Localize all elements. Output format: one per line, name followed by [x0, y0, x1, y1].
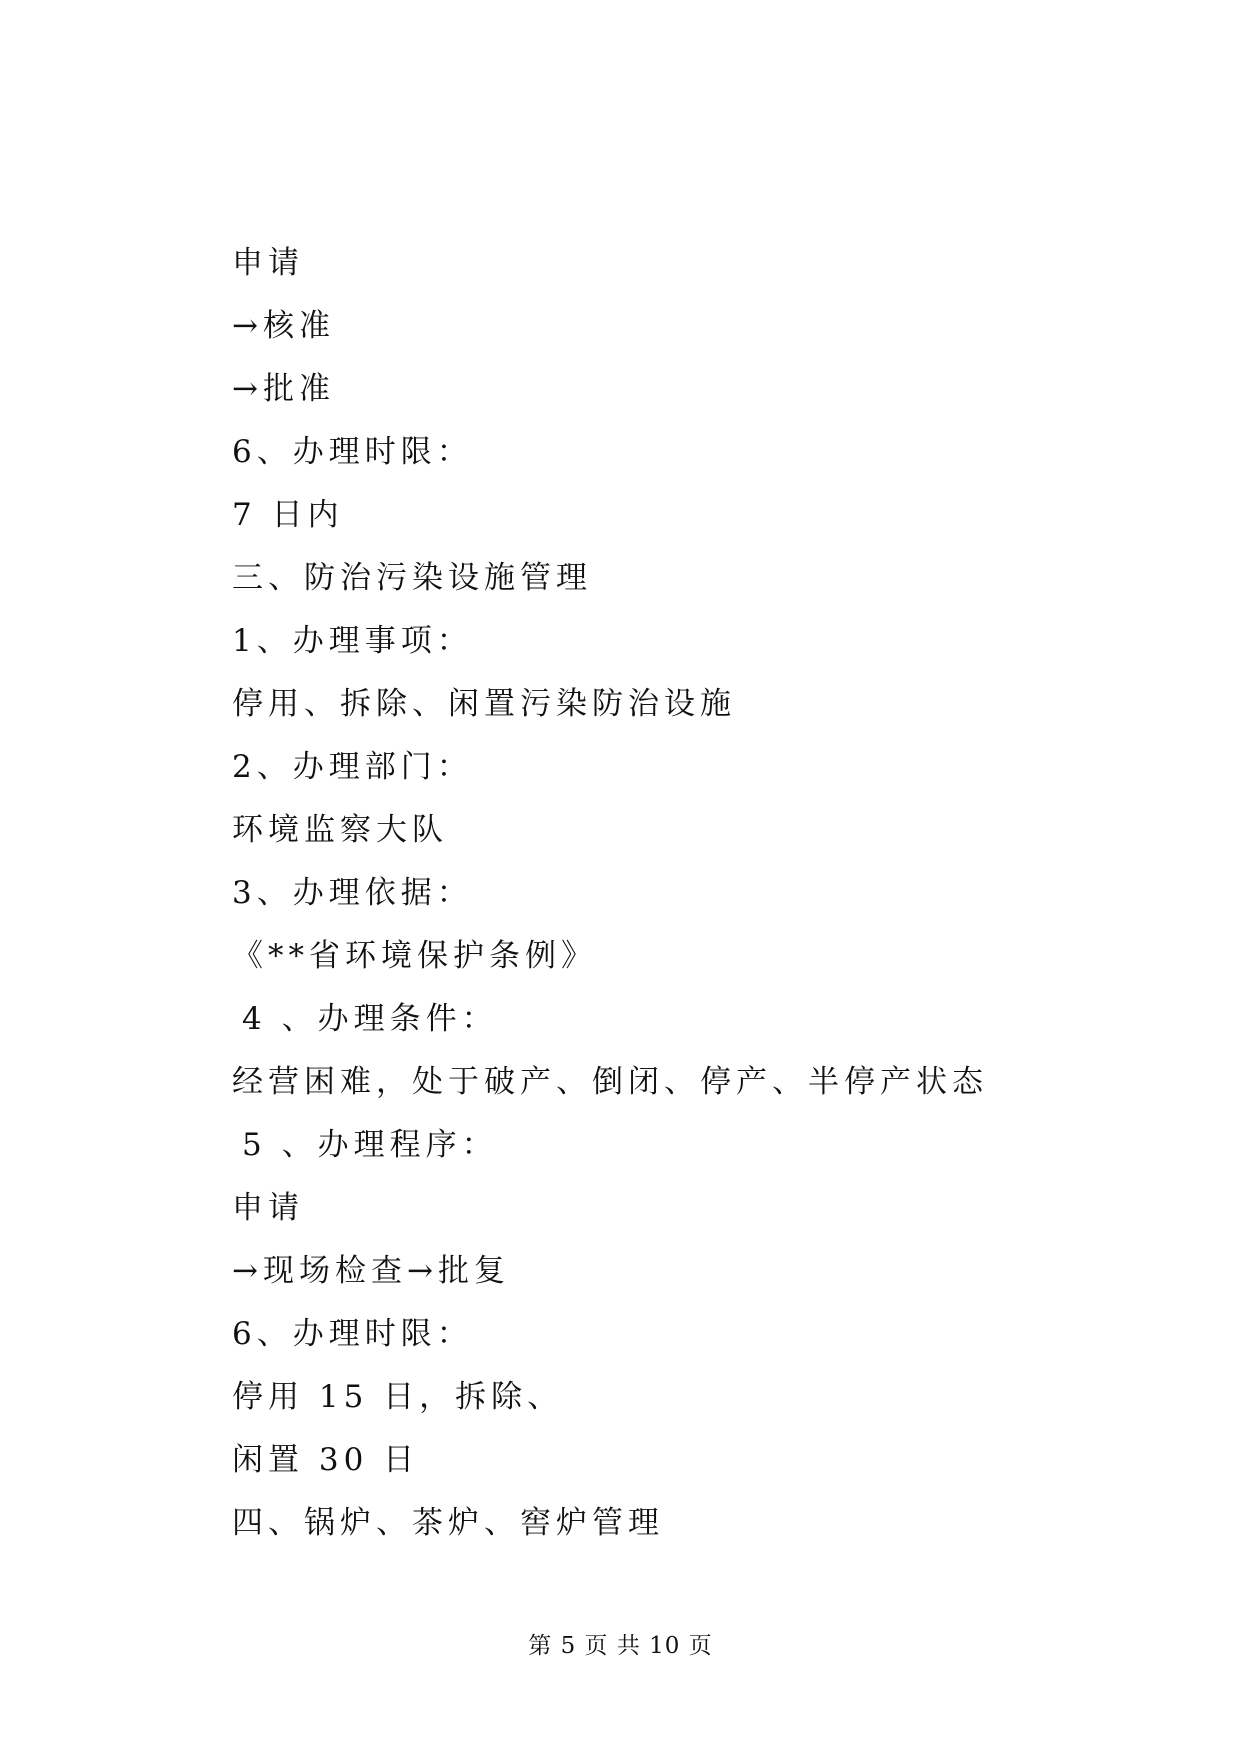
text-line: 停用 15 日，拆除、 — [232, 1379, 564, 1415]
text-line: 《**省环境保护条例》 — [232, 938, 597, 974]
text-line: 6、办理时限： — [232, 1316, 473, 1352]
text-line: 申请 — [232, 1190, 304, 1226]
text-line: 5 、办理程序： — [242, 1127, 498, 1163]
text-line: →批准 — [232, 371, 335, 407]
text-line: 停用、拆除、闲置污染防治设施 — [232, 686, 736, 722]
text-line: 3、办理依据： — [232, 875, 473, 911]
text-line: 闲置 30 日 — [232, 1442, 420, 1478]
section-heading: 三、防治污染设施管理 — [232, 560, 592, 596]
section-heading: 四、锅炉、茶炉、窖炉管理 — [232, 1505, 664, 1541]
text-line: 申请 — [232, 245, 304, 281]
text-line: →现场检查→批复 — [232, 1253, 510, 1289]
text-line: 1、办理事项： — [232, 623, 473, 659]
text-line: 7 日内 — [232, 497, 344, 533]
text-line: 4 、办理条件： — [242, 1001, 498, 1037]
text-line: 经营困难，处于破产、倒闭、停产、半停产状态 — [232, 1064, 988, 1100]
text-line: 2、办理部门： — [232, 749, 473, 785]
text-line: 环境监察大队 — [232, 812, 448, 848]
document-body — [232, 232, 1032, 1555]
page-footer: 第 5 页 共 10 页 — [528, 1633, 713, 1659]
text-line: 6、办理时限： — [232, 434, 473, 470]
text-line: →核准 — [232, 308, 335, 344]
